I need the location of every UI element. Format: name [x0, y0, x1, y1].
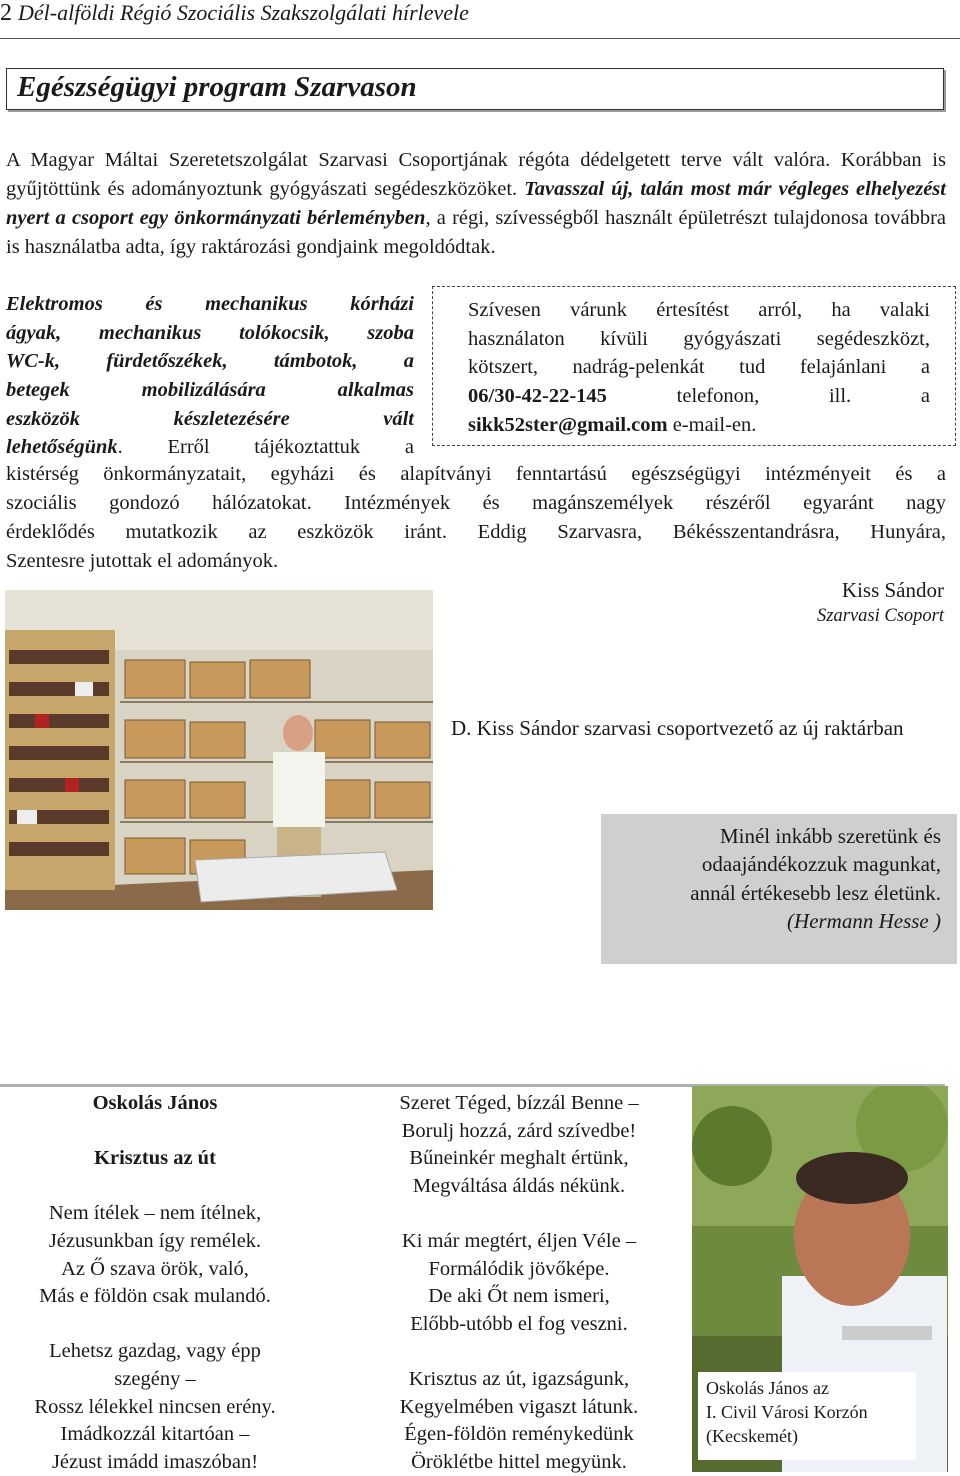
caption-line: I. Civil Városi Korzón — [706, 1402, 868, 1422]
equipment-line: WC-k, fürdetőszékek, támbotok, a — [6, 350, 414, 373]
equipment-line: betegek mobilizálására alkalmas — [6, 379, 414, 402]
equipment-line: eszközök készletezésére vált — [6, 407, 414, 430]
donations-line: kistérség önkormányzatait, egyházi és alapítványi fenntartású egészségügyi intézményeit és a — [6, 463, 946, 485]
publication-name: Dél-alföldi Régió Szociális Szakszolgálati hírlevele — [18, 0, 469, 25]
phone-text: telefonon, ill. a — [676, 385, 930, 408]
page-number: 2 — [0, 0, 12, 26]
contact-line: Szívesen várunk értesítést arról, ha valaki — [468, 299, 930, 321]
poem-line: Krisztus az út, igazságunk, — [408, 1367, 630, 1390]
donations-line: szociális gondozó hálózatokat. Intézmények és magánszemélyek részéről egyaránt nagy — [6, 492, 946, 514]
poem-line: De aki Őt nem ismeri, — [428, 1285, 610, 1308]
quote-line: odaajándékozzuk magunkat, — [701, 852, 941, 877]
intro-paragraph — [6, 146, 946, 262]
contact-line: kötszert, nadrág-pelenkát tud felajánlani a — [468, 356, 930, 379]
poem-author: Oskolás János — [92, 1092, 218, 1114]
poem-line: Rossz lélekkel nincsen erény. — [34, 1395, 276, 1418]
quote-author: (Hermann Hesse ) — [787, 909, 941, 934]
intro-text-end: , a régi, szívességből használt épületrészt tulajdonosa továbbra is használatba adta, így raktározási gondjaink megoldódtak. — [6, 207, 946, 258]
poem-line: Más e földön csak mulandó. — [39, 1285, 271, 1308]
quote-line: annál értékesebb lesz életünk. — [690, 880, 941, 905]
poem-line: Megváltása áldás nékünk. — [412, 1174, 626, 1197]
poem-line: Ki már megtért, éljen Véle – — [401, 1229, 637, 1252]
donations-line: Szentesre jutottak el adományok. — [6, 550, 279, 572]
contact-text — [468, 296, 930, 440]
poem-line: Égen-földön reménykedünk — [404, 1423, 634, 1446]
quote-text — [601, 822, 941, 936]
poem-line: Formálódik jövőképe. — [428, 1257, 610, 1280]
equipment-line: Elektromos és mechanikus kórházi — [6, 293, 414, 315]
caption-line: Oskolás János az — [706, 1378, 829, 1398]
intro-text: A Magyar Máltai Szeretetszolgálat Szarvasi Csoportjának régóta dédelgetett terve vált valóra. Korábban is gyűjtöttünk és adományoztunk gyógyászati segédeszközöket. — [6, 149, 946, 200]
donations-line: érdeklődés mutatkozik az eszközök iránt. Eddig Szarvasra, Békésszentandrásra, Hunyára, — [6, 521, 946, 543]
quote-line: Minél inkább szeretünk és — [719, 824, 941, 848]
equipment-line: ágyak, mechanikus tolókocsik, szoba — [6, 321, 414, 344]
email-link[interactable]: sikk52ster@gmail.com — [468, 413, 668, 436]
poem-line: Szeret Téged, bízzál Benne – — [399, 1092, 639, 1114]
caption-line: (Kecskemét) — [706, 1426, 798, 1446]
article-title-box — [6, 68, 944, 110]
poem-line: Lehetsz gazdag, vagy épp — [49, 1340, 261, 1363]
donations-paragraph — [6, 460, 946, 576]
poem-line: Imádkozzál kitartóan – — [60, 1423, 250, 1446]
poem-line: szegény – — [114, 1367, 196, 1390]
email-text: e-mail-en. — [667, 413, 757, 436]
poem-line: Borulj hozzá, zárd szívedbe! — [401, 1119, 637, 1142]
intro-emphasis: Tavasszal új, talán most már végleges elhelyezést nyert a csoport egy önkormányzati bérleményben — [6, 178, 946, 229]
article-title: Egészségügyi program Szarvason — [17, 71, 417, 103]
poem-line: Bűneinkér meghalt értünk, — [409, 1147, 629, 1170]
warehouse-photo — [5, 590, 433, 910]
equipment-emphasis: lehetőségünk — [6, 436, 118, 459]
contact-phone-line — [468, 382, 930, 411]
phone-number: 06/30-42-22-145 — [468, 385, 607, 408]
running-header — [0, 0, 960, 27]
poem-line: Öröklétbe hittel megyünk. — [411, 1450, 627, 1473]
poem-line: Nem ítélek – nem ítélnek, — [48, 1202, 262, 1225]
equipment-line-last — [6, 433, 414, 462]
author-organization: Szarvasi Csoport — [817, 606, 944, 626]
author-portrait-caption — [698, 1372, 916, 1460]
shoe-rack — [5, 630, 115, 890]
contact-email-line — [468, 411, 930, 440]
poem-column-1 — [6, 1090, 304, 1476]
equipment-paragraph — [6, 290, 414, 462]
poem-title: Krisztus az út — [94, 1147, 216, 1170]
author-name: Kiss Sándor — [841, 578, 944, 602]
article-author — [817, 577, 944, 629]
contact-line: használaton kívüli gyógyászati segédeszközt, — [468, 327, 930, 350]
poem-line: Kegyelmében vigaszt látunk. — [399, 1395, 639, 1418]
poem-line: Előbb-utóbb el fog veszni. — [410, 1312, 628, 1335]
poem-line: Az Ő szava örök, való, — [61, 1257, 249, 1280]
poem-column-2 — [366, 1090, 672, 1476]
poem-line: Jézust imádd imaszóban! — [51, 1450, 259, 1473]
poem-line: Jézusunkban így remélek. — [48, 1229, 262, 1252]
header-divider — [0, 38, 960, 39]
warehouse-photo-caption: D. Kiss Sándor szarvasi csoportvezető az új raktárban — [451, 716, 904, 740]
equipment-text: . Erről tájékoztattuk a — [117, 436, 414, 459]
